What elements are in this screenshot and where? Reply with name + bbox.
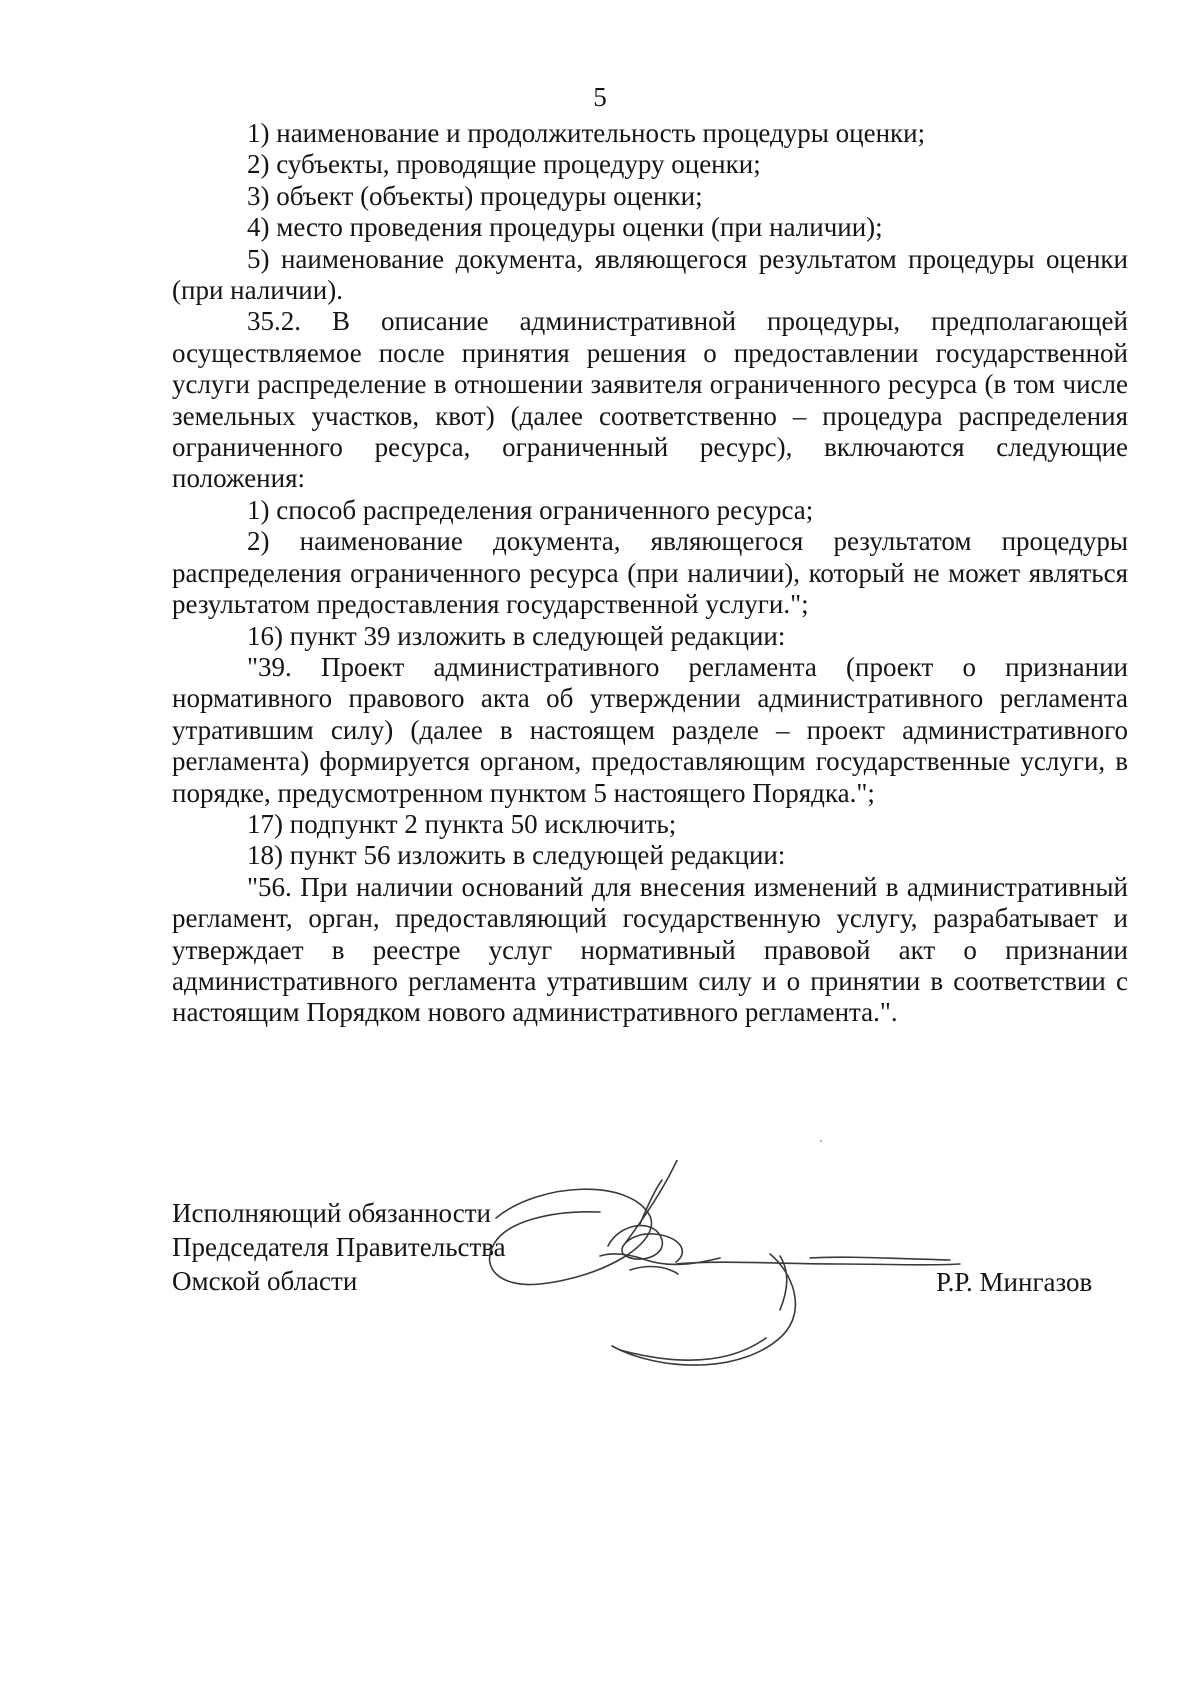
signatory-position-line: Омской области: [172, 1266, 358, 1296]
document-body: [172, 118, 1128, 1029]
list-item-2: 2) субъекты, проводящие процедуру оценки;: [247, 149, 761, 180]
clause-35-2: 35.2. В описание административной процедуры, предполагающей осуществляемое после принятия решения о предоставлении государственной услуги распределение в отношении заявителя ограниченного ресурса (в том числе земельных участков, квот) (далее соответственно – процедура распределения ограниченного ресурса, ограниченный ресурс), включаются следующие положения:: [172, 306, 1128, 494]
list-item-3: 3) объект (объекты) процедуры оценки;: [247, 180, 703, 211]
handwritten-signature: [480, 1160, 1000, 1400]
clause-56: "56. При наличии оснований для внесения изменений в административный регламент, орган, предоставляющий государственную услугу, разрабатывает и утверждает в реестре услуг нормативный правовой акт о признании административного регламента утратившим силу и о принятии в соответствии с настоящим Порядком нового административного регламента.".: [172, 871, 1128, 1028]
page-number: 5: [593, 82, 607, 112]
signatory-name: Р.Р. Мингазов: [936, 1267, 1093, 1297]
clause-39: "39. Проект административного регламента (проект о признании нормативного правового акта об утверждении административного регламента утратившим силу) (далее в настоящем разделе – проект административного регламента) формируется органом, предоставляющим государственные услуги, в порядке, предусмотренном пунктом 5 настоящего Порядка.";: [172, 651, 1128, 808]
amendment-16: 16) пункт 39 изложить в следующей редакции:: [247, 620, 786, 651]
amendment-17: 17) подпункт 2 пункта 50 исключить;: [247, 808, 677, 839]
list-item-5: 5) наименование документа, являющегося результатом процедуры оценки (при наличии).: [172, 243, 1128, 306]
signatory-position: [172, 1196, 506, 1298]
clause-35-2-item-1: 1) способ распределения ограниченного ресурса;: [247, 494, 814, 525]
signatory-position-line: Исполняющий обязанности: [172, 1198, 491, 1228]
amendment-18: 18) пункт 56 изложить в следующей редакции:: [247, 840, 786, 871]
list-item-4: 4) место проведения процедуры оценки (при наличии);: [247, 212, 883, 243]
clause-35-2-item-2: 2) наименование документа, являющегося результатом процедуры распределения ограниченного ресурса (при наличии), который не может являться результатом предоставления государственной услуги.";: [172, 526, 1128, 620]
scan-speck: [820, 1140, 822, 1142]
list-item-1: 1) наименование и продолжительность процедуры оценки;: [247, 118, 926, 148]
signatory-position-line: Председателя Правительства: [172, 1232, 506, 1262]
